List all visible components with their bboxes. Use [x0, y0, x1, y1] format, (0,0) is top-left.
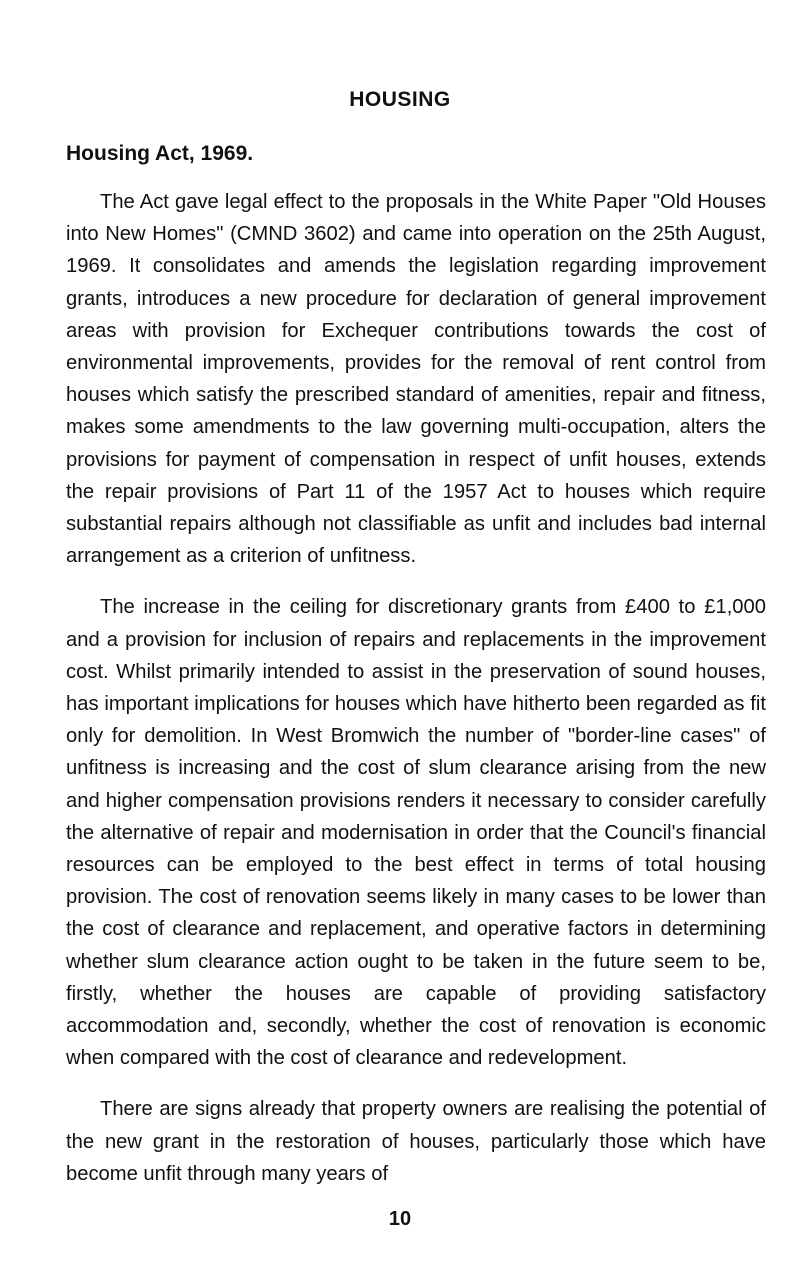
paragraph-3: There are signs already that property owners are realising the potential of the new grant in the restoration of houses, particularly those which have become unfit through many years of [66, 1098, 766, 1185]
paragraph-1: The Act gave legal effect to the proposals in the White Paper "Old Houses into New Homes" (CMND 3602) and came into operation on the 25th August, 1969. It consolidates and amends the legislation regarding improvement grants, introduces a new procedure for declaration of general improvement areas with provision for Exchequer contributions towards the cost of environmental improvements, provides for the removal of rent control from houses which satisfy the prescribed standard of amenities, repair and fitness, makes some amendments to the law governing multi-occupation, alters the provisions for payment of compensation in respect of unfit houses, extends the repair provisions of Part 11 of the 1957 Act to houses which require substantial repairs although not classifiable as unfit and includes bad internal arrangement as a criterion of unfitness. [66, 191, 766, 568]
page-title: HOUSING [349, 88, 451, 111]
page-number: 10 [388, 1208, 412, 1230]
paragraph-2: The increase in the ceiling for discretionary grants from £400 to £1,000 and a provision for inclusion of repairs and replacements in the improvement cost. Whilst primarily intended to assist in the preservation of sound houses, has important implications for houses which have hitherto been regarded as fit only for demolition. In West Bromwich the number of "border-line cases" of unfitness is increasing and the cost of slum clearance arising from the new and higher compensation provisions renders it necessary to consider carefully the alternative of repair and modernisation in order that the Council's financial resources can be employed to the best effect in terms of total housing provision. The cost of renovation seems likely in many cases to be lower than the cost of clearance and replacement, and operative factors in determining whether slum clearance action ought to be taken in the future seem to be, firstly, whether the houses are capable of providing satisfactory accommodation and, secondly, whether the cost of renovation is economic when compared with the cost of clearance and redevelopment. [66, 596, 766, 1070]
section-heading: Housing Act, 1969. [66, 142, 254, 165]
body-text [66, 186, 766, 1209]
